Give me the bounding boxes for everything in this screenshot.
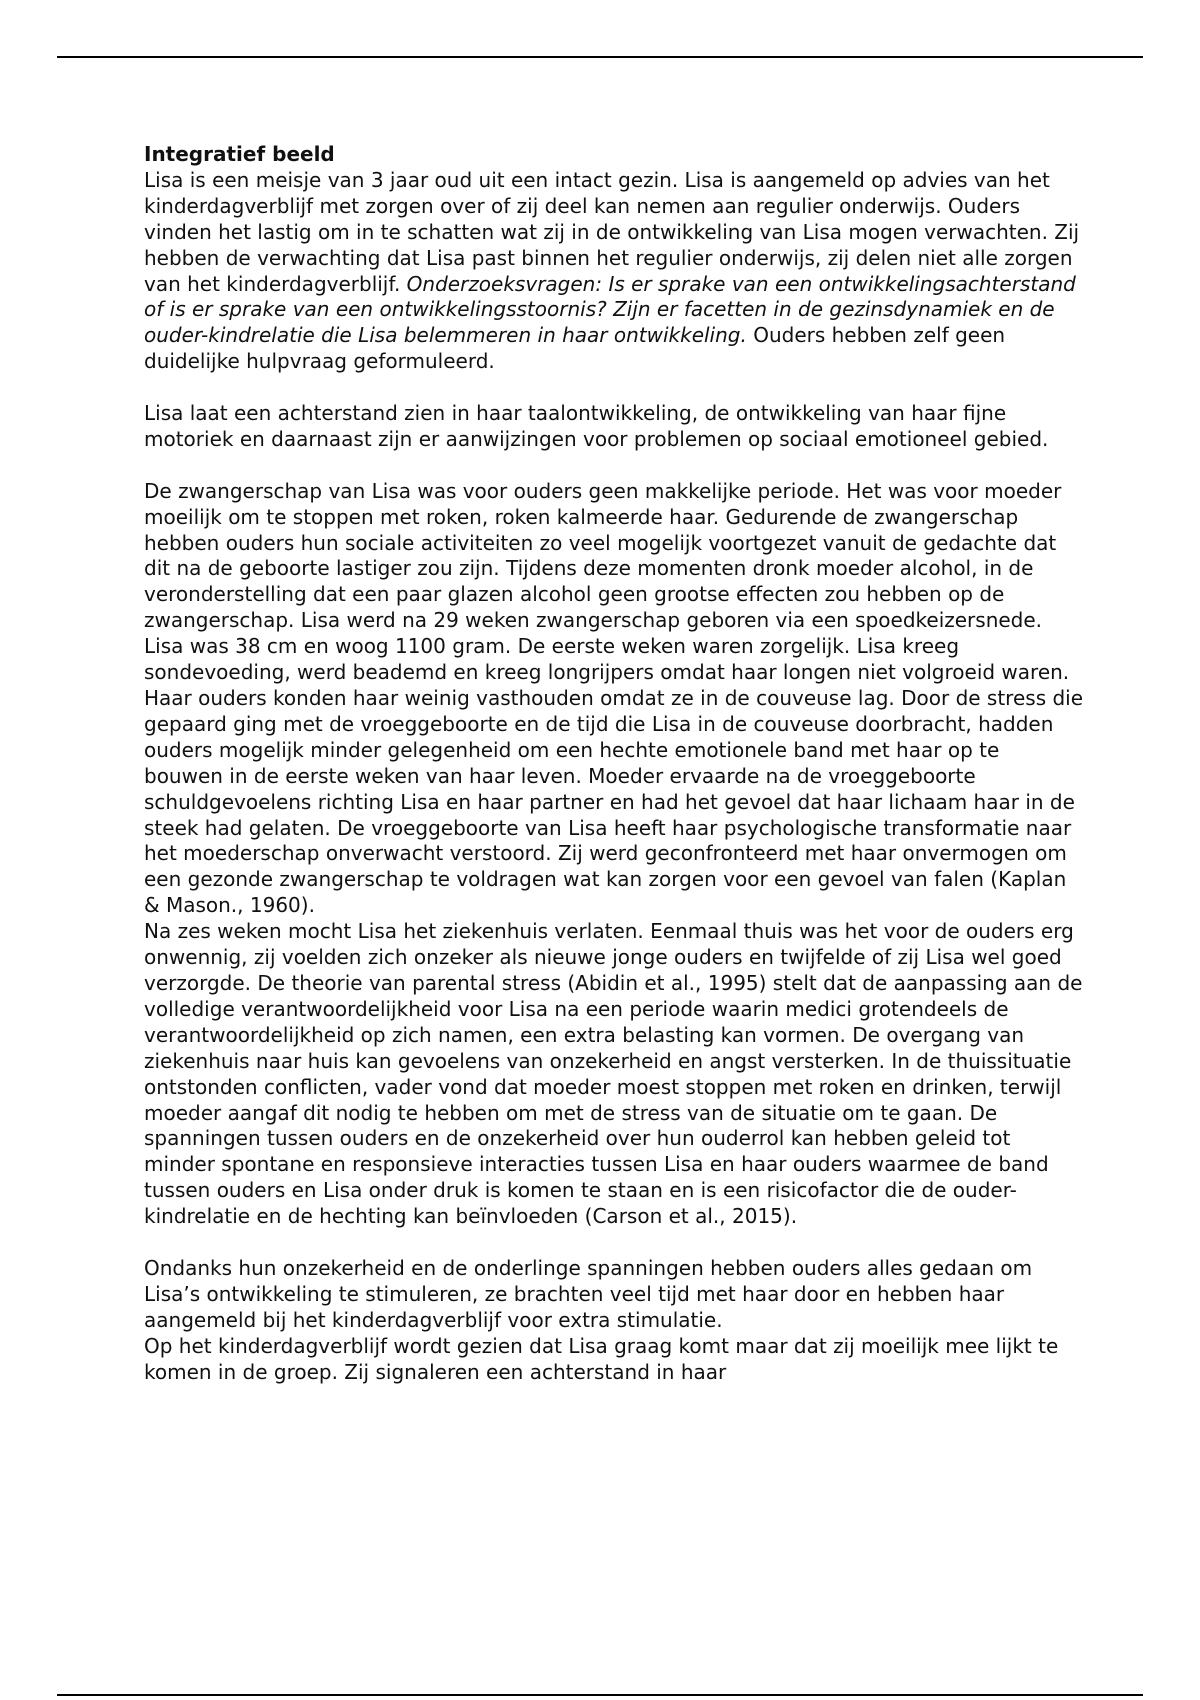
- paragraph-daycare: Op het kinderdagverblijf wordt gezien dat Lisa graag komt maar dat zij moeilijk mee lijkt te komen in de groep. Zij signaleren een achterstand in haar: [144, 1333, 1059, 1384]
- paragraph-parental-stress: Na zes weken mocht Lisa het ziekenhuis verlaten. Eenmaal thuis was het voor de ouders erg onwennig, zij voelden zich onzeker als nieuwe jonge ouders en twijfelde of zij Lisa wel goed verzorgde. De theorie van parental stress (Abidin et al., 1995) stelt dat de aanpassing aan de volledige verantwoordelijkheid voor Lisa na een periode waarin medici grotendeels de verantwoordelijkheid op zich namen, een extra belasting kan vormen. De overgang van ziekenhuis naar huis kan gevoelens van onzekerheid en angst versterken. In de thuissituatie ontstonden conflicten, vader vond dat moeder moest stoppen met roken en drinken, terwijl moeder aangaf dit nodig te hebben om met de stress van de situatie om te gaan. De spanningen tussen ouders en de onzekerheid over hun ouderrol kan hebben geleid tot minder spontane en responsieve interacties tussen Lisa en haar ouders waarmee de band tussen ouders en Lisa onder druk is komen te staan en is een risicofactor die de ouder-kindrelatie en de hechting kan beïnvloeden (Carson et al., 2015).: [144, 919, 1083, 1229]
- paragraph-pregnancy: De zwangerschap van Lisa was voor ouders geen makkelijke periode. Het was voor moeder moeilijk om te stoppen met roken, roken kalmeerde haar. Gedurende de zwangerschap hebben ouders hun sociale activiteiten zo veel mogelijk voortgezet vanuit de gedachte dat dit na de geboorte lastiger zou zijn. Tijdens deze momenten dronk moeder alcohol, in de veronderstelling dat een paar glazen alcohol geen grootse effecten zou hebben op de zwangerschap. Lisa werd na 29 weken zwangerschap geboren via een spoedkeizersnede. Lisa was 38 cm en woog 1100 gram. De eerste weken waren zorgelijk. Lisa kreeg sondevoeding, werd beademd en kreeg longrijpers omdat haar longen niet volgroeid waren. Haar ouders konden haar weinig vasthouden omdat ze in de couveuse lag. Door de stress die gepaard ging met de vroeggeboorte en de tijd die Lisa in de couveuse doorbracht, hadden ouders mogelijk minder gelegenheid om een hechte emotionele band met haar op te bouwen in de eerste weken van haar leven. Moeder ervaarde na de vroeggeboorte schuldgevoelens richting Lisa en haar partner en had het gevoel dat haar lichaam haar in de steek had gelaten. De vroeggeboorte van Lisa heeft haar psychologische transformatie naar het moederschap onverwacht verstoord. Zij werd geconfronteerd met haar onvermogen om een gezonde zwangerschap te voldragen wat kan zorgen voor een gevoel van falen (Kaplan & Mason., 1960).: [144, 478, 1084, 918]
- research-questions: Onderzoeksvragen: Is er sprake van een ontwikkelingsachterstand of is er sprake van een ontwikkelingsstoornis? Zijn er facetten in de gezinsdynamiek en de ouder-kindrelatie die Lisa belemmeren in haar ontwikkeling.: [144, 271, 1076, 348]
- paragraph-spacer: [144, 1230, 1084, 1256]
- paragraph-spacer: [144, 453, 1084, 479]
- section-heading: Integratief beeld: [144, 142, 335, 166]
- footer-rule: [57, 1694, 1143, 1696]
- paragraph-spacer: [144, 375, 1084, 401]
- paragraph-intro: [144, 168, 1084, 375]
- intro-closing-text: Ouders hebben zelf geen duidelijke hulpvraag geformuleerd.: [144, 323, 1006, 374]
- intro-text: Lisa is een meisje van 3 jaar oud uit een intact gezin. Lisa is aangemeld op advies van het kinderdagverblijf met zorgen over of zij deel kan nemen aan regulier onderwijs. Ouders vinden het lastig om in te schatten wat zij in de ontwikkeling van Lisa mogen verwachten. Zij hebben de verwachting dat Lisa past binnen het regulier onderwijs, zij delen niet alle zorgen van het kinderdagverblijf.: [144, 167, 1080, 296]
- document-body: [144, 142, 1084, 1385]
- paragraph-development-delay: Lisa laat een achterstand zien in haar taalontwikkeling, de ontwikkeling van haar fijne motoriek en daarnaast zijn er aanwijzingen voor problemen op sociaal emotioneel gebied.: [144, 401, 1049, 451]
- header-rule: [57, 56, 1143, 58]
- paragraph-stimulation: Ondanks hun onzekerheid en de onderlinge spanningen hebben ouders alles gedaan om Lisa’s ontwikkeling te stimuleren, ze brachten veel tijd met haar door en hebben haar aangemeld bij het kinderdagverblijf voor extra stimulatie.: [144, 1255, 1033, 1332]
